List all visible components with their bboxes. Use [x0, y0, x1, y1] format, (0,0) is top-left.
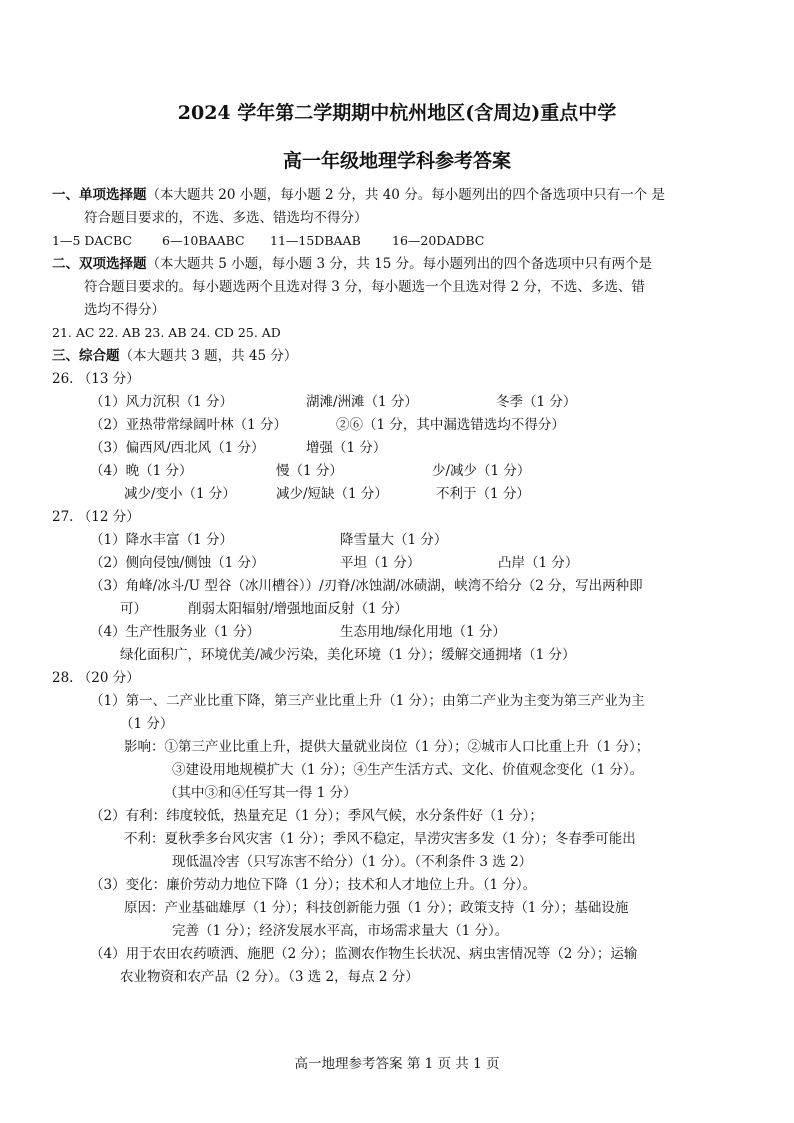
section-2-desc-3: 选均不得分）	[84, 302, 165, 318]
answer-text: 不利于（1 分）	[436, 486, 530, 502]
question-28-part-1-impact-cont: ③建设用地规模扩大（1 分）；④生产生活方式、文化、价值观念变化（1 分）。	[172, 762, 644, 778]
answer-text: 凸岸（1 分）	[498, 555, 579, 571]
answer-text: ②⑥（1 分，其中漏选错选均不得分）	[336, 417, 565, 433]
question-28-part-3-cont-2: 完善（1 分）；经济发展水平高，市场需求量大（1 分）。	[172, 923, 509, 939]
answer-text: 湖滩/洲滩（1 分）	[306, 394, 418, 410]
answer-text: （4）生产性服务业（1 分）	[90, 624, 260, 640]
answer-text: 平坦（1 分）	[340, 555, 421, 571]
section-2-heading-line	[52, 255, 652, 273]
question-27-number: 27. （12 分）	[52, 509, 140, 525]
answer-text: 减少/变小（1 分）	[124, 486, 236, 502]
question-26-part-3	[90, 439, 386, 457]
section-2-desc-2: 符合题目要求的。每小题选两个且选对得 3 分，每小题选一个且选对得 2 分，不选、多选、错	[84, 279, 645, 295]
answer-text: （1）风力沉积（1 分）	[90, 394, 233, 410]
answer-text: 生态用地/绿化用地（1 分）	[340, 624, 506, 640]
question-27-part-3-cont	[120, 600, 408, 618]
answers-16-20: 16—20DADBC	[392, 233, 485, 248]
section-3-desc: （本大题共 3 题，共 45 分）	[119, 348, 298, 364]
question-28-part-2-cont: 不利：夏秋季多台风灾害（1 分）；季风不稳定，旱涝灾害多发（1 分）；冬春季可能出	[124, 831, 636, 847]
answer-text: 削弱太阳辐射/增强地面反射（1 分）	[188, 601, 408, 617]
section-2-heading: 二、双项选择题	[52, 256, 147, 272]
section-3-heading-line	[52, 347, 297, 365]
question-27-part-3: （3）角峰/冰斗/U 型谷（冰川槽谷））/刃脊/冰蚀湖/冰碛湖，峡湾不给分（2 分，写出两种即	[90, 578, 643, 594]
answers-11-15: 11—15DBAAB	[270, 233, 361, 248]
answer-text: 少/减少（1 分）	[432, 463, 531, 479]
section-1-answers	[52, 232, 484, 250]
question-28-part-2: （2）有利：纬度较低，热量充足（1 分）；季风气候，水分条件好（1 分）；	[90, 808, 543, 824]
answer-text: （1）降水丰富（1 分）	[90, 532, 233, 548]
page-footer: 高一地理参考答案 第 1 页 共 1 页	[294, 1056, 500, 1072]
answers-1-5: 1—5 DACBC	[52, 233, 132, 248]
section-1-desc-2: 符合题目要求的，不选、多选、错选均不得分）	[84, 210, 368, 226]
question-28-number: 28. （20 分）	[52, 670, 140, 686]
answers-6-10: 6—10BAABC	[162, 233, 245, 248]
answer-text: （3）偏西风/西北风（1 分）	[90, 440, 265, 456]
question-28-part-4-cont: 农业物资和农产品（2 分）。（3 选 2，每点 2 分）	[120, 969, 419, 985]
answer-text: （2）亚热带常绿阔叶林（1 分）	[90, 417, 287, 433]
question-27-part-4-cont: 绿化面积广，环境优美/减少污染，美化环境（1 分）；缓解交通拥堵（1 分）	[120, 647, 576, 663]
question-28-part-1-impact: 影响：①第三产业比重上升，提供大量就业岗位（1 分）；②城市人口比重上升（1 分）；	[124, 739, 650, 755]
section-1-heading: 一、单项选择题	[52, 187, 147, 203]
section-2-answers: 21. AC 22. AB 23. AB 24. CD 25. AD	[52, 325, 281, 340]
answer-text: （2）侧向侵蚀/侧蚀（1 分）	[90, 555, 265, 571]
question-26-number: 26. （13 分）	[52, 371, 140, 387]
question-26-part-4-cont	[124, 485, 530, 503]
question-26-part-1	[90, 393, 576, 411]
question-26-part-4	[90, 462, 530, 480]
question-28-part-1: （1）第一、二产业比重下降，第三产业比重上升（1 分）；由第二产业为主变为第三产业为主	[90, 693, 645, 709]
answer-text: 降雪量大（1 分）	[340, 532, 448, 548]
answer-text: 冬季（1 分）	[496, 394, 577, 410]
section-3-heading: 三、综合题	[52, 348, 120, 364]
answer-text: 减少/短缺（1 分）	[276, 486, 388, 502]
question-27-part-2	[90, 554, 578, 572]
answer-text: 增强（1 分）	[306, 440, 387, 456]
question-28-part-1-note: （其中③和④任写其一得 1 分）	[164, 785, 357, 801]
question-28-part-3: （3）变化：廉价劳动力地位下降（1 分）；技术和人才地位上升。（1 分）。	[90, 877, 537, 893]
question-28-part-3-cont: 原因：产业基础雄厚（1 分）；科技创新能力强（1 分）；政策支持（1 分）；基础设施	[124, 900, 629, 916]
answer-text: 慢（1 分）	[276, 463, 343, 479]
section-1-desc: （本大题共 20 小题，每小题 2 分，共 40 分。每小题列出的四个备选项中只有一个 是	[146, 187, 665, 203]
page-subtitle: 高一年级地理学科参考答案	[282, 150, 511, 172]
question-27-part-4	[90, 623, 506, 641]
section-2-desc: （本大题共 5 小题，每小题 3 分，共 15 分。每小题列出的四个备选项中只有两个是	[146, 256, 653, 272]
question-28-part-4: （4）用于农田农药喷洒、施肥（2 分）；监测农作物生长状况、病虫害情况等（2 分）；运输	[90, 946, 638, 962]
section-1-heading-line	[52, 186, 665, 204]
page-title: 2024 学年第二学期期中杭州地区(含周边)重点中学	[177, 102, 617, 124]
question-27-part-1	[90, 531, 447, 549]
answer-text: 可）	[120, 601, 147, 617]
question-26-part-2	[90, 416, 565, 434]
question-28-part-2-cont-2: 现低温冷害（只写冻害不给分）（1 分）。（不利条件 3 选 2）	[172, 854, 533, 870]
answer-text: （4）晚（1 分）	[90, 463, 193, 479]
question-28-part-1-cont: （1 分）	[120, 716, 174, 732]
